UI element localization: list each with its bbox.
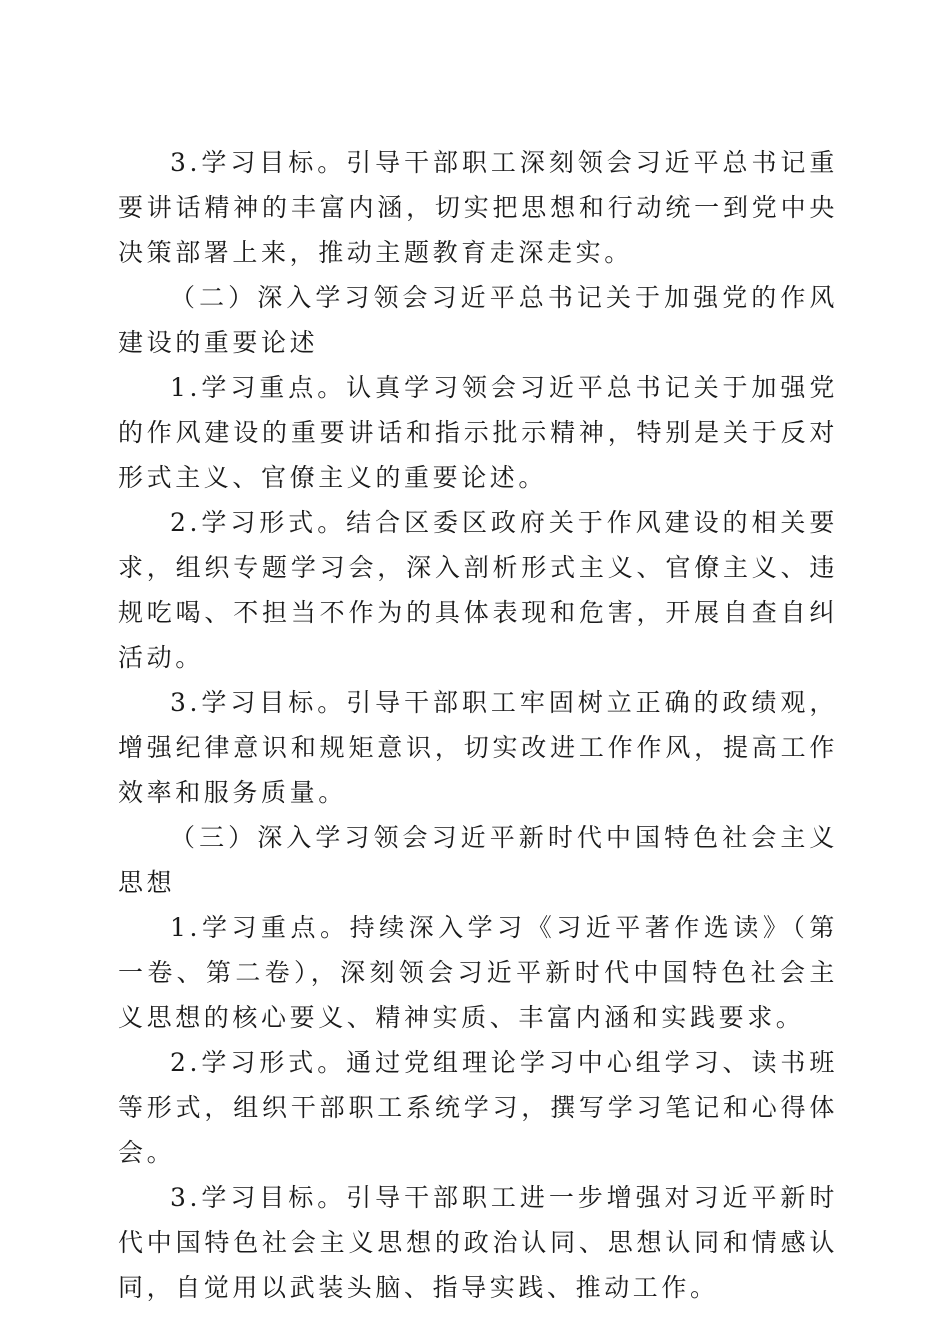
paragraph-study-goal-3: 3.学习目标。引导干部职工进一步增强对习近平新时代中国特色社会主义思想的政治认同、思想认同和情感认同，自觉用以武装头脑、指导实践、推动工作。 [118,1183,838,1302]
paragraph-study-form-2: 2.学习形式。结合区委区政府关于作风建设的相关要求，组织专题学习会，深入剖析形式主义、官僚主义、违规吃喝、不担当不作为的具体表现和危害，开展自查自纠活动。 [118,508,838,672]
document-body [118,140,838,1310]
paragraph-study-form-3: 2.学习形式。通过党组理论学习中心组学习、读书班等形式，组织干部职工系统学习，撰写学习笔记和心得体会。 [118,1048,838,1167]
paragraph-study-focus-3: 1.学习重点。持续深入学习《习近平著作选读》（第一卷、第二卷），深刻领会习近平新时代中国特色社会主义思想的核心要义、精神实质、丰富内涵和实践要求。 [118,913,838,1032]
section-heading-2: （二）深入学习领会习近平总书记关于加强党的作风建设的重要论述 [118,283,838,357]
paragraph-study-focus-2: 1.学习重点。认真学习领会习近平总书记关于加强党的作风建设的重要讲话和指示批示精神，特别是关于反对形式主义、官僚主义的重要论述。 [118,373,838,492]
paragraph-study-goal-2: 3.学习目标。引导干部职工牢固树立正确的政绩观，增强纪律意识和规矩意识，切实改进工作作风，提高工作效率和服务质量。 [118,688,838,807]
section-heading-3: （三）深入学习领会习近平新时代中国特色社会主义思想 [118,823,838,897]
paragraph-study-goal-1: 3.学习目标。引导干部职工深刻领会习近平总书记重要讲话精神的丰富内涵，切实把思想和行动统一到党中央决策部署上来，推动主题教育走深走实。 [118,148,838,267]
